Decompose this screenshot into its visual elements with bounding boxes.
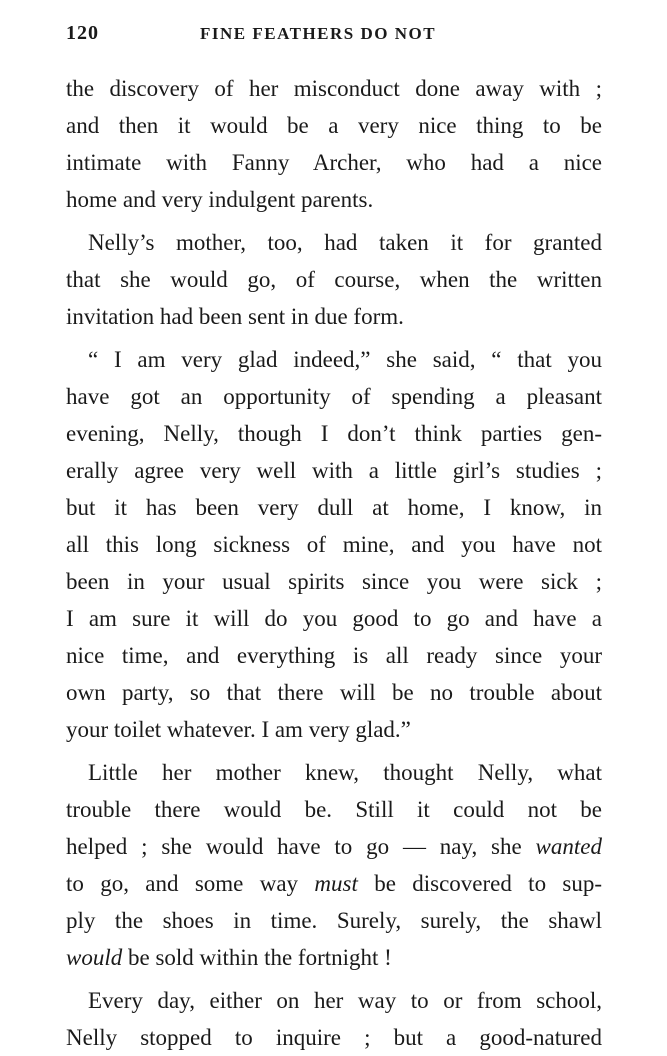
paragraph-1 — [66, 70, 602, 218]
text-run: be discovered to sup- — [374, 871, 603, 896]
paragraph-5 — [66, 982, 602, 1056]
text-line: invitation had been sent in due form. — [66, 304, 404, 329]
paragraph-2 — [66, 224, 602, 335]
text-line: been in your usual spirits since you were sick ; — [66, 569, 602, 594]
page-number: 120 — [66, 22, 99, 44]
text-line: “ I am very glad indeed,” she said, “ that you — [88, 347, 602, 372]
text-line: and then it would be a very nice thing to be — [66, 113, 602, 138]
text-line: evening, Nelly, though I don’t think parties gen- — [66, 421, 602, 446]
text-line: that she would go, of course, when the written — [66, 267, 602, 292]
text-line: Every day, either on her way to or from school, — [88, 988, 602, 1013]
text-line: I am sure it will do you good to go and have a — [66, 606, 602, 631]
text-run: to go, and some way — [66, 871, 299, 896]
paragraph-4 — [66, 754, 602, 976]
page-header — [66, 22, 606, 46]
text-line: trouble there would be. Still it could not be — [66, 797, 602, 822]
text-line: own party, so that there will be no trouble about — [66, 680, 602, 705]
body-text — [66, 70, 602, 1056]
text-line: but it has been very dull at home, I know, in — [66, 495, 602, 520]
text-line: Nelly stopped to inquire ; but a good-natured — [66, 1025, 602, 1050]
text-line: home and very indulgent parents. — [66, 187, 374, 212]
italic-word: wanted — [535, 834, 602, 859]
text-line: erally agree very well with a little girl’s studies ; — [66, 458, 602, 483]
text-line: Nelly’s mother, too, had taken it for granted — [88, 230, 602, 255]
text-line: have got an opportunity of spending a pleasant — [66, 384, 602, 409]
text-line: your toilet whatever. I am very glad.” — [66, 717, 411, 742]
text-line: all this long sickness of mine, and you have not — [66, 532, 602, 557]
text-line: the discovery of her misconduct done away with ; — [66, 76, 602, 101]
running-head: FINE FEATHERS DO NOT — [200, 24, 437, 43]
italic-word: would — [66, 945, 123, 970]
text-line: intimate with Fanny Archer, who had a nice — [66, 150, 602, 175]
text-line: nice time, and everything is all ready since your — [66, 643, 602, 668]
italic-word: must — [314, 871, 358, 896]
paragraph-3 — [66, 341, 602, 748]
text-line — [66, 939, 602, 976]
text-run: be sold within the fortnight ! — [127, 945, 392, 970]
text-line: Little her mother knew, thought Nelly, what — [88, 760, 602, 785]
text-line — [66, 865, 602, 902]
text-line — [66, 828, 602, 865]
text-line: ply the shoes in time. Surely, surely, the shawl — [66, 908, 602, 933]
text-run: helped ; she would have to go — nay, she — [66, 834, 522, 859]
